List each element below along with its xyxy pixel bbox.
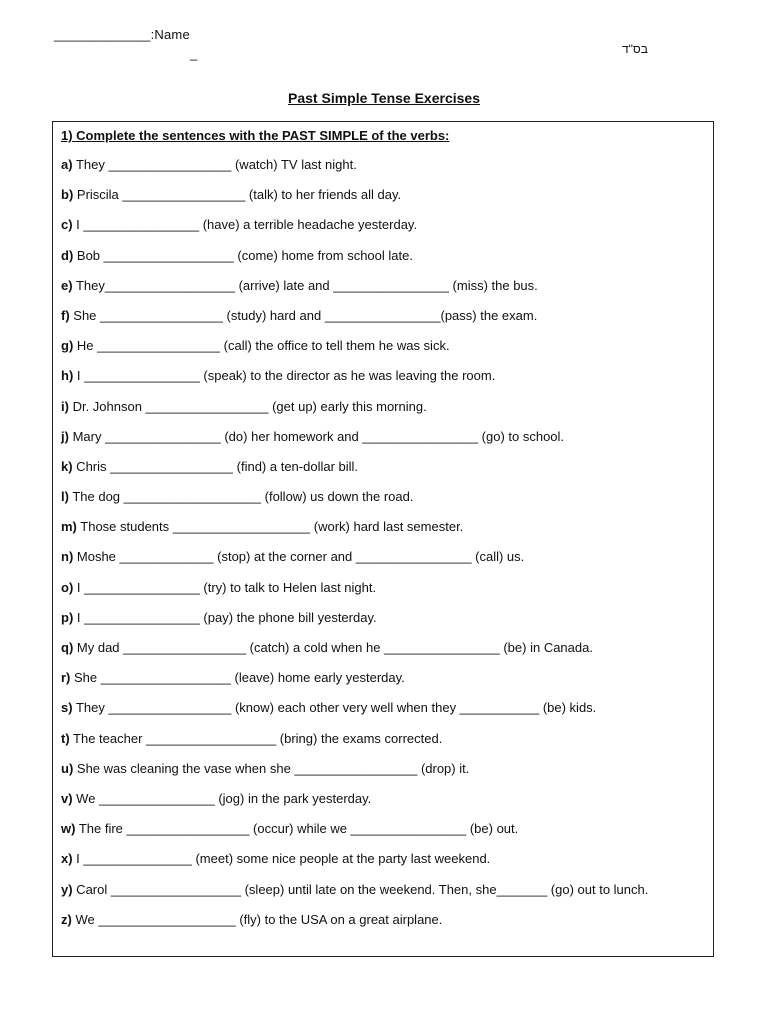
exercise-item-letter: c) — [61, 217, 73, 233]
exercise-item — [61, 881, 648, 911]
exercise-item-letter: y) — [61, 881, 73, 897]
exercise-item-letter: o) — [61, 579, 74, 595]
exercise-item-text: We ___________________ (fly) to the USA on a great airplane. — [71, 911, 443, 927]
exercise-item-text: Carol __________________ (sleep) until late on the weekend. Then, she_______ (go) out to lunch. — [72, 881, 649, 897]
exercise-item-letter: e) — [61, 277, 73, 293]
exercise-item — [61, 699, 648, 729]
exercise-box — [52, 121, 714, 957]
exercise-item-text: They _________________ (know) each other very well when they ___________ (be) kids. — [72, 700, 597, 716]
exercise-item-text: Priscila _________________ (talk) to her friends all day. — [73, 187, 402, 203]
exercise-item-text: He _________________ (call) the office to tell them he was sick. — [73, 338, 450, 354]
exercise-item — [61, 548, 648, 578]
exercise-item-letter: s) — [61, 700, 73, 716]
exercise-item-letter: l) — [61, 489, 69, 505]
exercise-item-letter: p) — [61, 609, 74, 625]
exercise-item — [61, 579, 648, 609]
exercise-item-text: I ________________ (pay) the phone bill yesterday. — [73, 609, 377, 625]
exercise-instruction: 1) Complete the sentences with the PAST SIMPLE of the verbs: — [61, 128, 450, 143]
exercise-item-text: Dr. Johnson _________________ (get up) early this morning. — [68, 398, 427, 414]
exercise-item-text: We ________________ (jog) in the park yesterday. — [72, 790, 372, 806]
exercise-item-text: My dad _________________ (catch) a cold when he ________________ (be) in Canada. — [73, 640, 593, 655]
exercise-item-letter: w) — [61, 821, 76, 837]
exercise-item — [61, 669, 648, 699]
exercise-item-letter: f) — [61, 307, 70, 323]
hebrew-mark: בס"ד — [622, 42, 648, 56]
exercise-item — [61, 337, 648, 367]
exercise-item-text: Bob __________________ (come) home from school late. — [73, 247, 413, 263]
exercise-item-text: I ________________ (try) to talk to Helen last night. — [73, 579, 377, 595]
exercise-item-text: I _______________ (meet) some nice people at the party last weekend. — [72, 851, 491, 867]
exercise-item-letter: k) — [61, 458, 73, 474]
exercise-item-letter: z) — [61, 911, 72, 927]
exercise-item-letter: j) — [61, 428, 69, 444]
exercise-item-letter: a) — [61, 157, 73, 172]
exercise-item — [61, 277, 648, 307]
exercise-item — [61, 428, 648, 458]
exercise-item — [61, 790, 648, 820]
exercise-item-text: Moshe _____________ (stop) at the corner and ________________ (call) us. — [73, 549, 525, 565]
exercise-item — [61, 367, 648, 397]
exercise-item — [61, 730, 648, 760]
exercise-item-letter: m) — [61, 519, 77, 535]
exercise-item — [61, 760, 648, 790]
exercise-item-text: She __________________ (leave) home early yesterday. — [70, 670, 405, 686]
exercise-item-letter: h) — [61, 368, 74, 384]
exercise-item-text: Those students ___________________ (work) hard last semester. — [76, 519, 464, 535]
exercise-item — [61, 911, 648, 941]
exercise-item-letter: d) — [61, 247, 74, 263]
exercise-item-text: Chris _________________ (find) a ten-dollar bill. — [72, 458, 359, 474]
exercise-item-text: I ________________ (have) a terrible headache yesterday. — [72, 217, 418, 233]
exercise-item-text: They _________________ (watch) TV last night. — [72, 157, 357, 172]
exercise-item-letter: q) — [61, 640, 74, 655]
exercise-item — [61, 820, 648, 850]
exercise-item — [61, 458, 648, 488]
exercise-item — [61, 488, 648, 518]
exercise-item-text: She was cleaning the vase when she _________________ (drop) it. — [73, 760, 470, 776]
exercise-item-letter: x) — [61, 851, 73, 867]
exercise-item-letter: r) — [61, 670, 71, 686]
name-dash: _ — [190, 46, 198, 61]
exercise-item-letter: g) — [61, 338, 74, 354]
exercise-item — [61, 639, 648, 669]
name-line: _____________:Name — [54, 27, 190, 42]
exercise-list — [61, 156, 648, 941]
exercise-item-text: Mary ________________ (do) her homework and ________________ (go) to school. — [68, 428, 565, 444]
exercise-item-letter: n) — [61, 549, 74, 565]
exercise-item-text: I ________________ (speak) to the director as he was leaving the room. — [73, 368, 496, 384]
exercise-item-text: She _________________ (study) hard and ________________(pass) the exam. — [69, 307, 538, 323]
exercise-item-letter: i) — [61, 398, 69, 414]
exercise-item — [61, 156, 648, 186]
exercise-item-letter: t) — [61, 730, 70, 746]
exercise-item — [61, 216, 648, 246]
exercise-item — [61, 518, 648, 548]
page-title: Past Simple Tense Exercises — [288, 90, 480, 106]
exercise-item — [61, 609, 648, 639]
exercise-item — [61, 247, 648, 277]
exercise-item-text: The fire _________________ (occur) while we ________________ (be) out. — [75, 821, 519, 837]
exercise-item-letter: b) — [61, 187, 74, 203]
exercise-item-text: The teacher __________________ (bring) the exams corrected. — [69, 730, 443, 746]
exercise-item-text: They__________________ (arrive) late and ________________ (miss) the bus. — [72, 277, 538, 293]
exercise-item — [61, 398, 648, 428]
exercise-item — [61, 850, 648, 880]
exercise-item-letter: v) — [61, 790, 73, 806]
exercise-item — [61, 307, 648, 337]
exercise-item — [61, 186, 648, 216]
exercise-item-text: The dog ___________________ (follow) us down the road. — [68, 489, 414, 505]
exercise-item-letter: u) — [61, 760, 74, 776]
